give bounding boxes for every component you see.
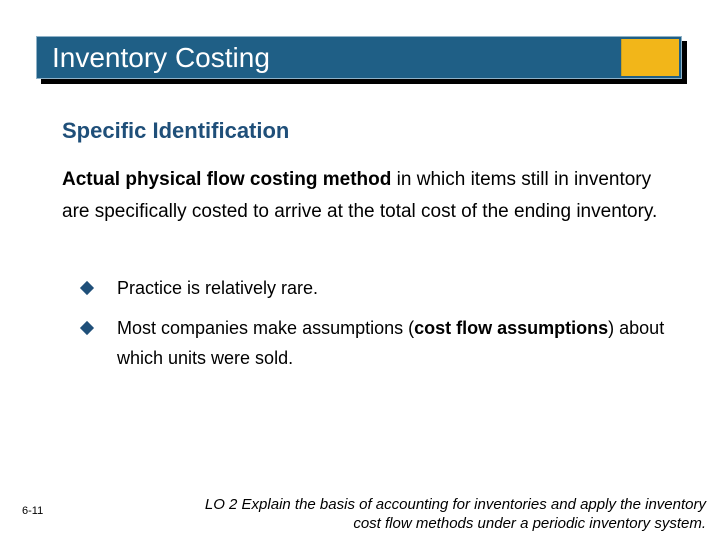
bullet-item	[80, 313, 700, 373]
bullet-bold-term: cost flow assumptions	[414, 318, 609, 338]
title-bar	[36, 36, 682, 79]
slide-title: Inventory Costing	[52, 42, 270, 73]
diamond-bullet-icon	[80, 281, 94, 295]
bullet-item	[80, 273, 700, 303]
bullet-text-end: ) about which units were sold.	[117, 318, 665, 368]
title-accent-block	[621, 39, 679, 76]
learning-objective: LO 2 Explain the basis of accounting for inventories and apply the inventory cost flow methods under a periodic inventory system.	[204, 496, 706, 532]
definition-paragraph	[62, 164, 662, 228]
bullet-list	[80, 273, 700, 383]
bullet-text: Practice is relatively rare.	[117, 278, 319, 298]
slide-number: 6-11	[22, 505, 44, 517]
definition-term: Actual physical flow costing method	[62, 169, 392, 190]
bullet-text-start: Most companies make assumptions (	[117, 318, 415, 338]
diamond-bullet-icon	[80, 321, 94, 335]
definition-text: in which items still in inventory are specifically costed to arrive at the total cost of the ending inventory.	[62, 169, 658, 222]
section-title: Specific Identification	[62, 118, 290, 143]
